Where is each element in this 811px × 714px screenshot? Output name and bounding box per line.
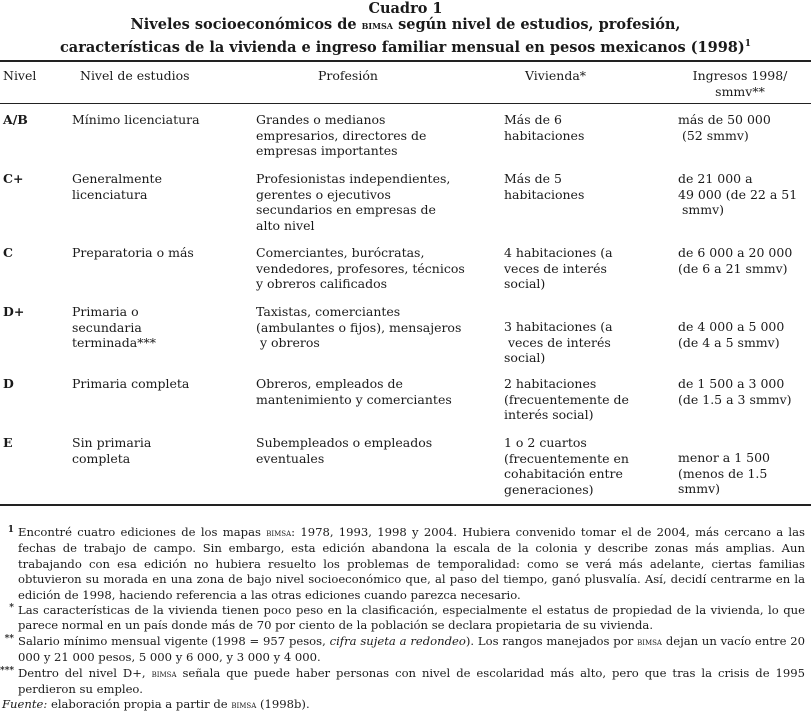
- vivienda-cell: Más de 5 habitaciones: [504, 171, 585, 202]
- footnote-1: 1 Encontré cuatro ediciones de los mapas bimsa: 1978, 1993, 1998 y 2004. Hubiera convenido tomar el de 2004, más cercano a las fechas de trabajo de campo. Sin embargo, esta edición abandona la escala de la colonia y describe zonas más amplias. Aun trabajando con esa edición no hubiera resuelto los problemas de temporalidad: como se verá más adelante, ciertas familias obtuvieron su morada en una zona de bajo nivel socioeconómico que, al paso del tiempo, ganó plusvalía. Así, decidí centrarme en la edición de 1998, haciendo referencia a las otras ediciones cuando parezca necesario.: [7, 525, 805, 602]
- estudios-cell: Primaria completa: [72, 376, 190, 391]
- column-header-profesion: Profesión: [318, 68, 378, 83]
- table-title-line-2: características de la vivienda e ingreso familiar mensual en pesos mexicanos $(1998)^1$: [59, 38, 752, 56]
- profesion-cell: Subempleados o empleados eventuales: [256, 435, 433, 466]
- top-rule: [0, 60, 811, 62]
- footnote-smmv: ** Salario mínimo mensual vigente (1998 = 957 pesos, cifra sujeta a redondeo). Los rangos manejados por bimsa dejan un vacío entre 20 000 y 21 000 pesos, 5 000 y 6 000, y 3 000 y 4 000.: [4, 633, 806, 665]
- level-cell: D+: [3, 304, 25, 319]
- ingresos-cell: de 6 000 a 20 000 (de 6 a 21 smmv): [678, 245, 793, 276]
- vivienda-cell: 4 habitaciones (a veces de interés social): [504, 245, 613, 292]
- vivienda-cell: 1 o 2 cuartos (frecuentemente en cohabitación entre generaciones): [504, 435, 629, 497]
- profesion-cell: Grandes o medianos empresarios, directores de empresas importantes: [256, 112, 427, 159]
- ingresos-cell: menor a 1 500 (menos de 1.5 smmv): [678, 450, 770, 497]
- vivienda-cell: Más de 6 habitaciones: [504, 112, 585, 143]
- header-rule: [0, 103, 811, 104]
- level-cell: D: [3, 376, 14, 391]
- source-note: Fuente: elaboración propia a partir de bimsa (1998b).: [2, 697, 310, 712]
- profesion-cell: Profesionistas independientes, gerentes o ejecutivos secundarios en empresas de alto nivel: [256, 171, 451, 233]
- estudios-cell: Mínimo licenciatura: [72, 112, 200, 127]
- profesion-cell: Comerciantes, burócratas, vendedores, profesores, técnicos y obreros calificados: [256, 245, 465, 292]
- ingresos-cell: de 4 000 a 5 000 (de 4 a 5 smmv): [678, 319, 785, 350]
- table-bottom-rule: [0, 504, 811, 506]
- table-caption-label: Cuadro 1: [368, 0, 443, 17]
- profesion-cell: Obreros, empleados de mantenimiento y comerciantes: [256, 376, 452, 407]
- level-cell: A/B: [3, 112, 28, 127]
- ingresos-cell: más de 50 000 (52 smmv): [678, 112, 771, 143]
- estudios-cell: Preparatoria o más: [72, 245, 194, 260]
- profesion-cell: Taxistas, comerciantes (ambulantes o fijos), mensajeros y obreros: [256, 304, 462, 351]
- column-header-nivel: Nivel: [3, 68, 37, 83]
- level-cell: C: [3, 245, 13, 260]
- footnote-d-plus: *** Dentro del nivel D+, bimsa señala que puede haber personas con nivel de escolaridad más alto, pero que tras la crisis de 1995 perdieron su empleo.: [0, 665, 806, 697]
- vivienda-cell: 2 habitaciones (frecuentemente de interés social): [504, 376, 629, 423]
- estudios-cell: Generalmente licenciatura: [72, 171, 162, 202]
- ingresos-cell: de 1 500 a 3 000 (de 1.5 a 3 smmv): [678, 376, 792, 407]
- level-cell: E: [3, 435, 13, 450]
- level-cell: C+: [3, 171, 24, 186]
- vivienda-cell: 3 habitaciones (a veces de interés social): [504, 319, 613, 366]
- estudios-cell: Sin primaria completa: [72, 435, 152, 466]
- table-title-line-1: Niveles socioeconómicos de bimsa según nivel de estudios, profesión,: [130, 16, 681, 33]
- column-header-vivienda: Vivienda*: [525, 68, 587, 83]
- footnote-vivienda: * Las características de la vivienda tienen poco peso en la clasificación, especialmente el estatus de propiedad de la vivienda, lo que parece normal en un país donde más de 70 por ciento de la población se declara propietaria de su vivienda.: [9, 603, 805, 633]
- column-header-ingresos: Ingresos 1998/ smmv**: [692, 68, 788, 99]
- ingresos-cell: de 21 000 a 49 000 (de 22 a 51 smmv): [678, 171, 798, 218]
- column-header-estudios: Nivel de estudios: [80, 68, 190, 83]
- estudios-cell: Primaria o secundaria terminada***: [72, 304, 156, 351]
- footnotes: [0, 525, 806, 714]
